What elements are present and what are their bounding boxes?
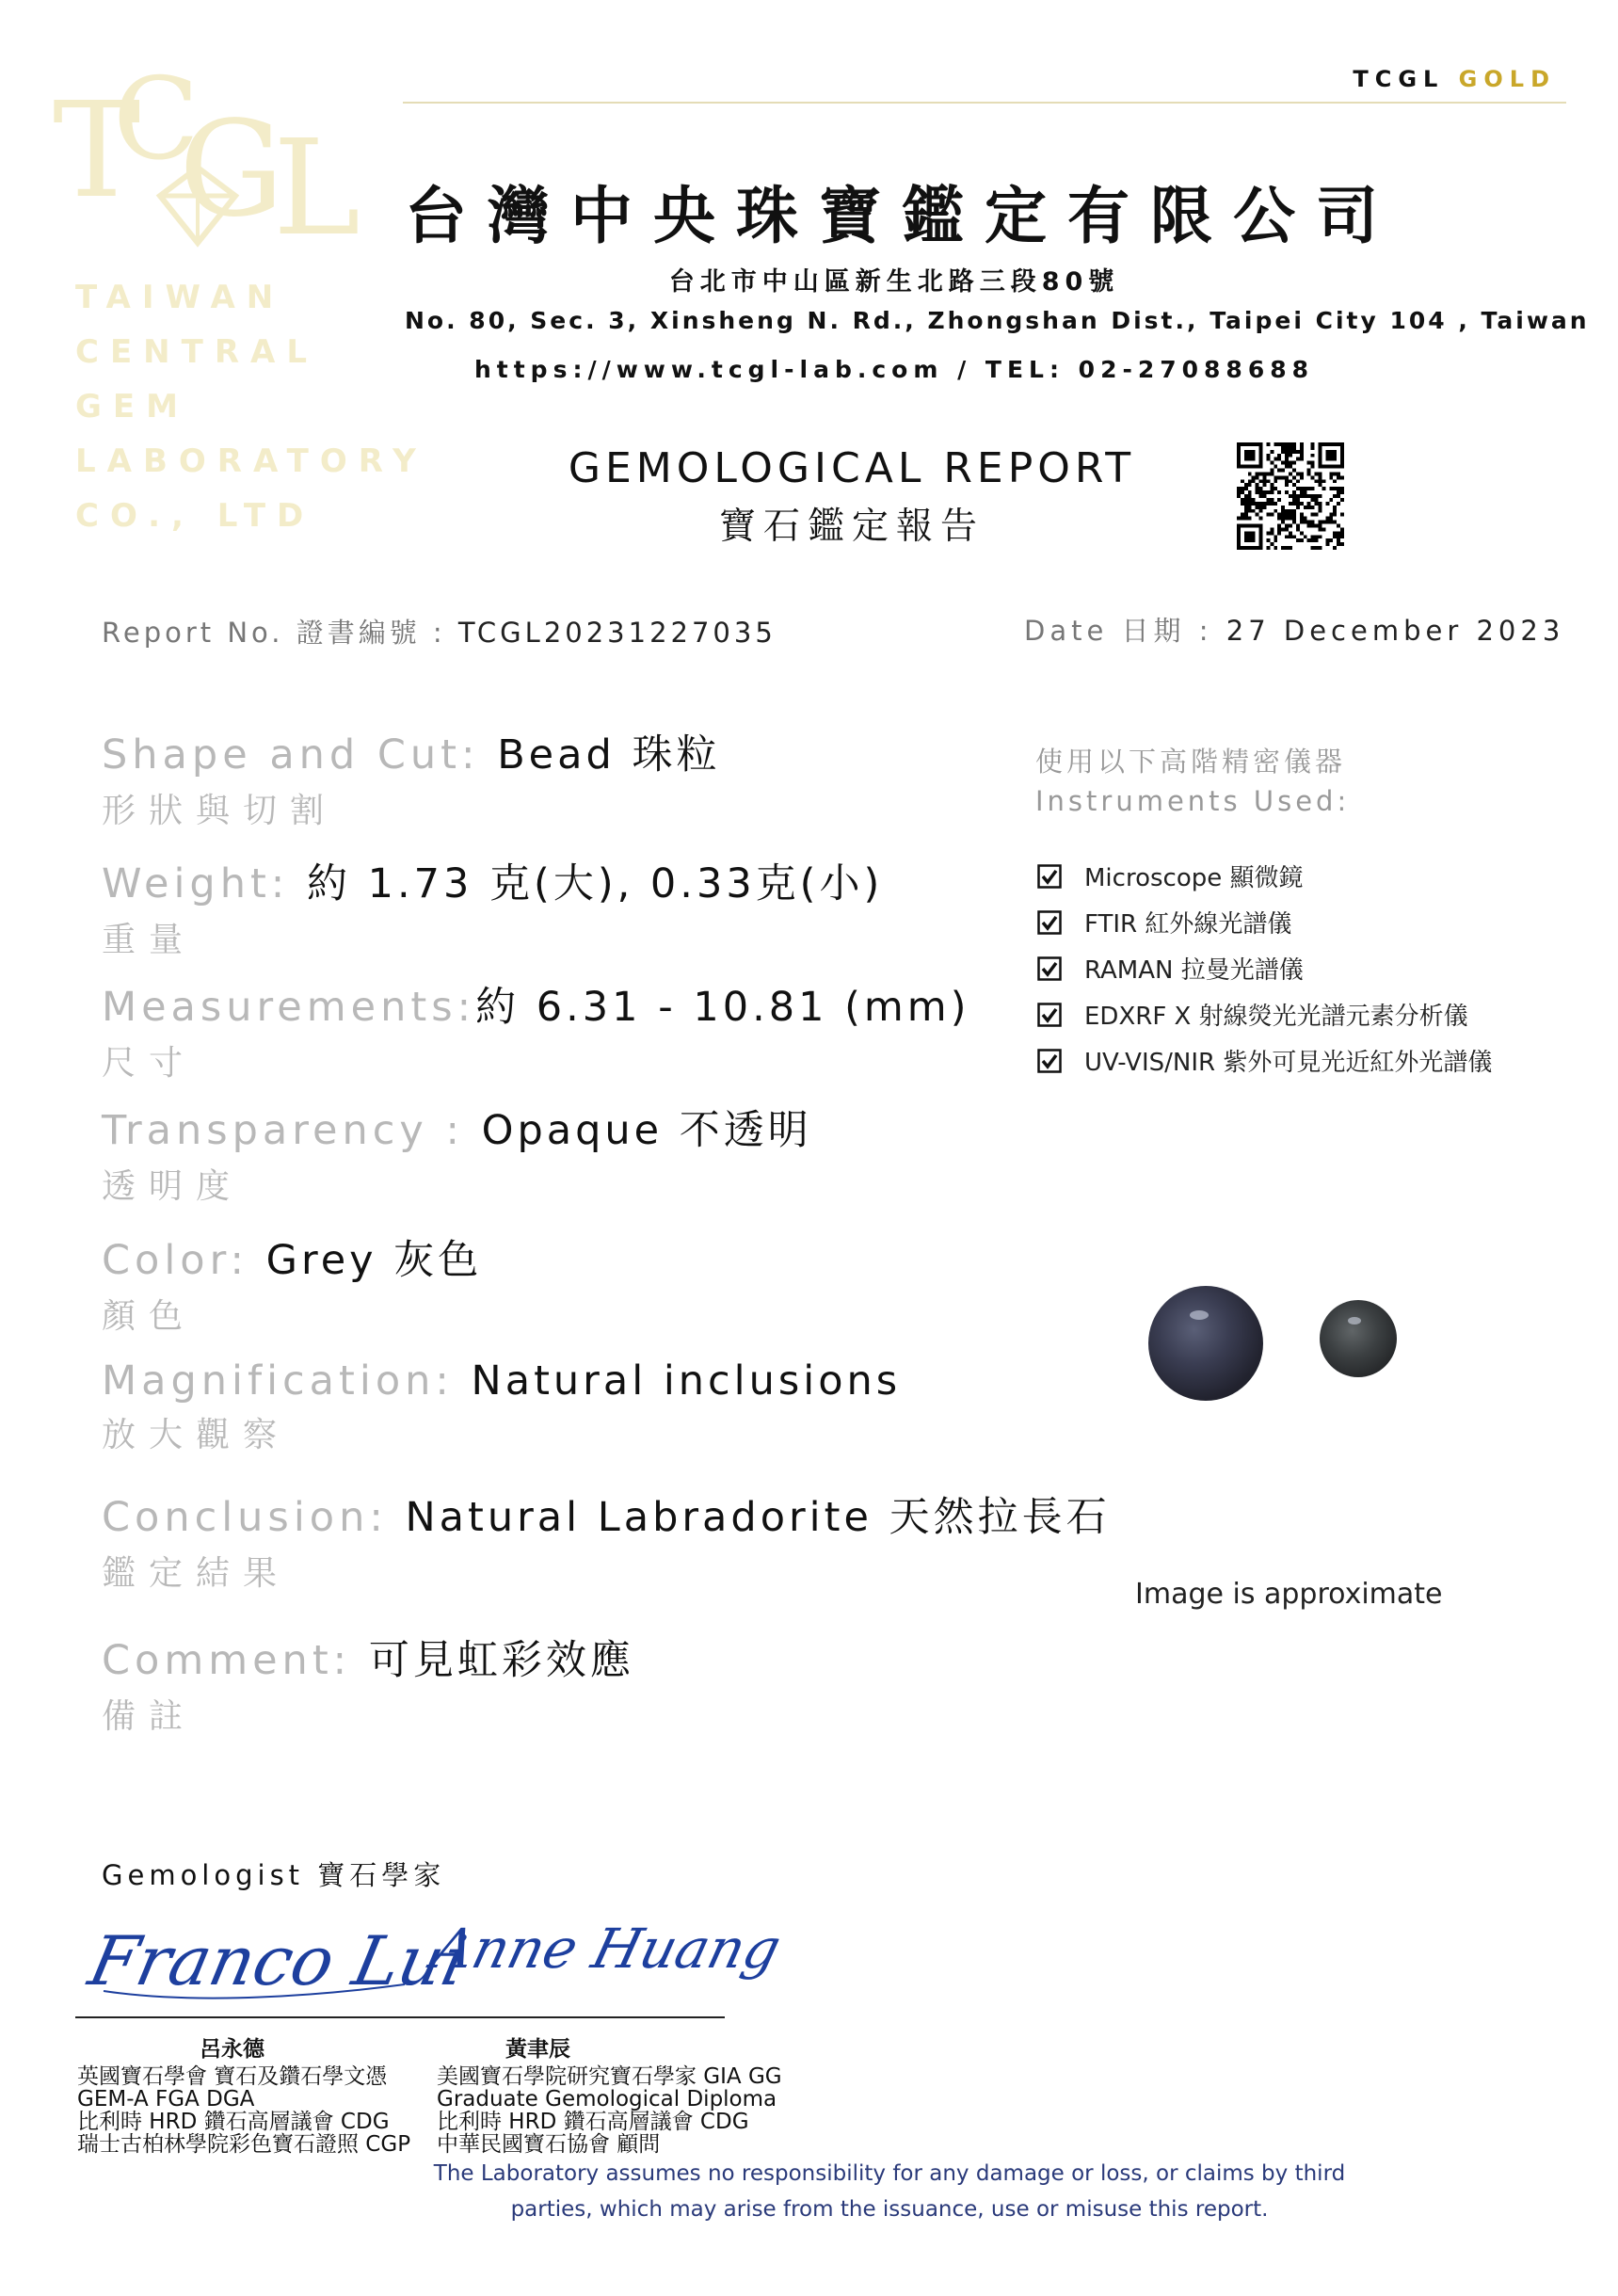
field-value: 約 6.31 - 10.81 (mm) (475, 984, 970, 1031)
checkbox-checked-icon (1037, 1049, 1062, 1073)
credential-line: 中華民國寶石協會 顧問 (437, 2132, 661, 2157)
field-value: Opaque 不透明 (481, 1107, 812, 1154)
report-title-en: GEMOLOGICAL REPORT (568, 444, 1136, 492)
instrument-item (1037, 997, 1468, 1032)
field-value: 可見虹彩效應 (368, 1637, 634, 1684)
handwritten-signatures (82, 1902, 788, 2015)
field-label-zh: 形狀與切割 (102, 792, 338, 830)
signer-1-credentials (77, 2065, 410, 2156)
field-value: Bead 珠粒 (497, 731, 721, 779)
image-caption: Image is approximate (1135, 1578, 1443, 1611)
logo-text-line-1: TAIWAN (75, 279, 285, 316)
field-comment (102, 1629, 634, 1738)
logo-text-line-2: CENTRAL (75, 333, 318, 371)
field-label: Weight: (102, 860, 307, 907)
credential-line: 比利時 HRD 鑽石高層議會 CDG (437, 2110, 749, 2134)
field-label: Transparency : (102, 1107, 482, 1154)
gemologist-label: Gemologist 寶石學家 (102, 1859, 446, 1891)
report-date (1024, 610, 1564, 649)
instruments-title (1035, 742, 1350, 821)
report-date-value: 27 December 2023 (1226, 615, 1565, 647)
company-name: 台灣中央珠寶鑑定有限公司 (405, 180, 1399, 252)
svg-text:L: L (273, 112, 360, 265)
instrument-item (1037, 951, 1304, 986)
checkbox-checked-icon (1037, 1003, 1062, 1027)
brand-tag-tcgl: TCGL (1353, 66, 1445, 92)
qr-code[interactable] (1237, 442, 1344, 550)
instruments-title-zh: 使用以下高階精密儀器 (1035, 746, 1347, 778)
bead-photo-large (1148, 1286, 1263, 1401)
brand-tag-gold: GOLD (1458, 66, 1556, 92)
field-label-zh: 重量 (102, 921, 197, 959)
website-and-phone: https://www.tcgl-lab.com / TEL: 02-27088688 (473, 356, 1315, 383)
logo-text-line-4: LABORATORY (75, 442, 427, 480)
field-conclusion (102, 1485, 1111, 1595)
instrument-label: UV-VIS/NIR 紫外可見光近紅外光譜儀 (1084, 1049, 1493, 1077)
field-label: Measurements: (102, 984, 476, 1031)
checkbox-checked-icon (1037, 910, 1062, 935)
logo-text-line-3: GEM (75, 388, 189, 425)
bead-photo-small (1320, 1300, 1397, 1377)
instrument-label: FTIR 紅外線光譜儀 (1084, 910, 1292, 939)
report-number-value: TCGL20231227035 (457, 617, 777, 649)
disclaimer-line-1: The Laboratory assumes no responsibility for any damage or loss, or claims by third (433, 2161, 1346, 2186)
brand-tag (1353, 66, 1556, 92)
signer-2-name: 黃聿辰 (505, 2037, 570, 2062)
field-label-zh: 顏色 (102, 1297, 197, 1336)
header-divider (403, 102, 1566, 104)
instrument-label: Microscope 顯微鏡 (1084, 864, 1304, 892)
field-color (102, 1228, 482, 1338)
logo-text-line-5: CO., LTD (75, 497, 315, 535)
credential-line: GEM-A FGA DGA (77, 2087, 255, 2111)
field-label: Magnification: (102, 1357, 472, 1405)
field-label-zh: 鑑定結果 (102, 1554, 291, 1593)
instrument-label: RAMAN 拉曼光譜儀 (1084, 956, 1304, 985)
field-value: Grey 灰色 (265, 1237, 483, 1284)
svg-text:Franco Lui: Franco Lui (82, 1921, 473, 2001)
field-value: 約 1.73 克(大), 0.33克(小) (306, 860, 884, 907)
address-zh: 台北市中山區新生北路三段80號 (668, 267, 1120, 297)
instruments-title-en: Instruments Used: (1035, 785, 1351, 817)
field-label-zh: 放大觀察 (102, 1416, 291, 1454)
svg-text:Anne Huang: Anne Huang (426, 1916, 788, 1981)
address-en: No. 80, Sec. 3, Xinsheng N. Rd., Zhongshan Dist., Taipei City 104 , Taiwan (405, 307, 1590, 334)
svg-text:C: C (113, 55, 200, 185)
field-label: Comment: (102, 1637, 369, 1684)
checkbox-checked-icon (1037, 864, 1062, 889)
field-label: Color: (102, 1237, 266, 1284)
signature-line (75, 2016, 725, 2018)
signer-2-credentials (437, 2065, 782, 2156)
instrument-label: EDXRF X 射線熒光光譜元素分析儀 (1084, 1003, 1468, 1031)
field-transparency (102, 1099, 812, 1208)
report-number-label: Report No. 證書編號 : (102, 617, 458, 649)
report-date-label: Date 日期 : (1024, 615, 1226, 647)
field-label: Conclusion: (102, 1494, 406, 1541)
field-value: Natural inclusions (471, 1357, 902, 1405)
instrument-item (1037, 1043, 1492, 1078)
field-value: Natural Labradorite 天然拉長石 (405, 1494, 1111, 1541)
credential-line: Graduate Gemological Diploma (437, 2087, 777, 2111)
field-shape-and-cut (102, 723, 720, 832)
field-label: Shape and Cut: (102, 731, 498, 779)
credential-line: 比利時 HRD 鑽石高層議會 CDG (77, 2110, 390, 2134)
credential-line: 美國寶石學院研究寶石學家 GIA GG (437, 2064, 782, 2089)
signer-1-name: 呂永德 (200, 2037, 264, 2062)
instrument-item (1037, 905, 1291, 939)
credential-line: 瑞士古柏林學院彩色寶石證照 CGP (77, 2132, 411, 2157)
field-label-zh: 透明度 (102, 1167, 244, 1206)
field-label-zh: 備註 (102, 1697, 197, 1736)
report-number (102, 612, 777, 650)
checkbox-checked-icon (1037, 956, 1062, 981)
disclaimer (395, 2156, 1384, 2227)
credential-line: 英國寶石學會 寶石及鑽石學文憑 (77, 2064, 388, 2089)
report-title-zh: 寶石鑑定報告 (718, 506, 985, 548)
tcgl-logo (47, 55, 360, 265)
field-magnification (102, 1357, 901, 1456)
field-weight (102, 852, 883, 961)
field-measurements (102, 975, 969, 1084)
svg-text:G: G (179, 93, 284, 247)
disclaimer-line-2: parties, which may arise from the issuance, use or misuse this report. (510, 2197, 1269, 2222)
instrument-item (1037, 859, 1304, 893)
svg-text:T: T (53, 74, 141, 228)
field-label-zh: 尺寸 (102, 1044, 197, 1083)
